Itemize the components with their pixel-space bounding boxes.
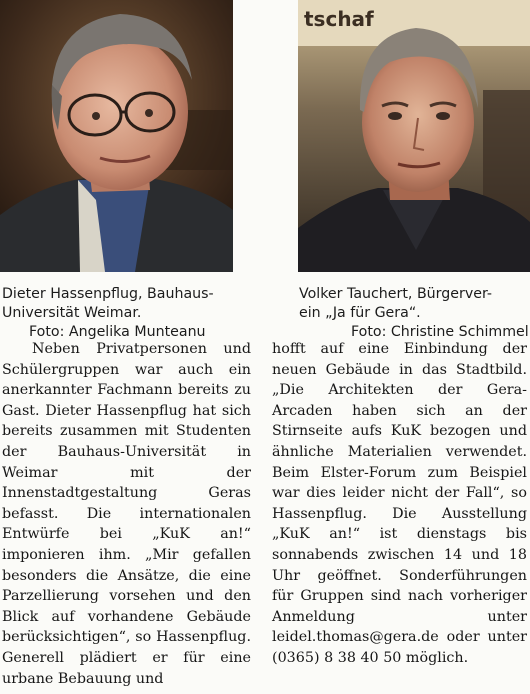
article-paragraph: hofft auf eine Einbindung der neuen Gebäude in das Stadtbild. „Die Architekten der Gera-Arcaden haben sich an der Stirnseite aufs KuK bezogen und ähnliche Materialien verwendet. Beim Elster-Forum zum Beispiel war dies leider nicht der Fall“, so Hassenpflug. Die Ausstellung „KuK an!“ ist dienstags bis sonnabends zwischen 14 und 18 Uhr geöffnet. Sonderführungen für Gruppen sind nach vorheriger Anmeldung unter leidel.thomas@gera.de oder unter (0365) 8 38 40 50 möglich. bbox=[272, 341, 527, 666]
photo-caption-right bbox=[299, 285, 530, 342]
portrait-image bbox=[298, 0, 530, 272]
article-column-right bbox=[272, 339, 527, 669]
background-sign-text: tschaf bbox=[304, 7, 374, 31]
caption-text: ein „Ja für Gera“. bbox=[299, 305, 421, 321]
caption-text: Universität Weimar. bbox=[2, 305, 142, 321]
article-column-left bbox=[2, 339, 251, 689]
portrait-image bbox=[0, 0, 233, 272]
caption-text: Dieter Hassenpflug, Bauhaus- bbox=[2, 286, 214, 302]
photo-credit: Foto: Christine Schimmel bbox=[351, 324, 529, 340]
article-paragraph: Neben Privatpersonen und Schülergruppen war auch ein anerkannter Fachmann bereits zu Gast. Dieter Hassenpflug hat sich bereits zusammen mit Studenten der Bauhaus-Universität in Weimar mit der Innenstadtgestaltung Geras befasst. Die internationalen Entwürfe bei „KuK an!“ imponieren ihm. „Mir gefallen besonders die Ansätze, die eine Parzellierung vorsehen und den Blick auf vorhandene Gebäude berücksichtigen“, so Hassenpflug. Generell plädiert er für eine urbane Bebauung und bbox=[2, 341, 251, 687]
photo-volker-tauchert bbox=[298, 0, 530, 272]
caption-text: Volker Tauchert, Bürgerver- bbox=[299, 286, 492, 302]
photo-caption-left bbox=[2, 285, 234, 342]
photo-dieter-hassenpflug bbox=[0, 0, 233, 272]
photo-credit: Foto: Angelika Munteanu bbox=[29, 324, 206, 340]
